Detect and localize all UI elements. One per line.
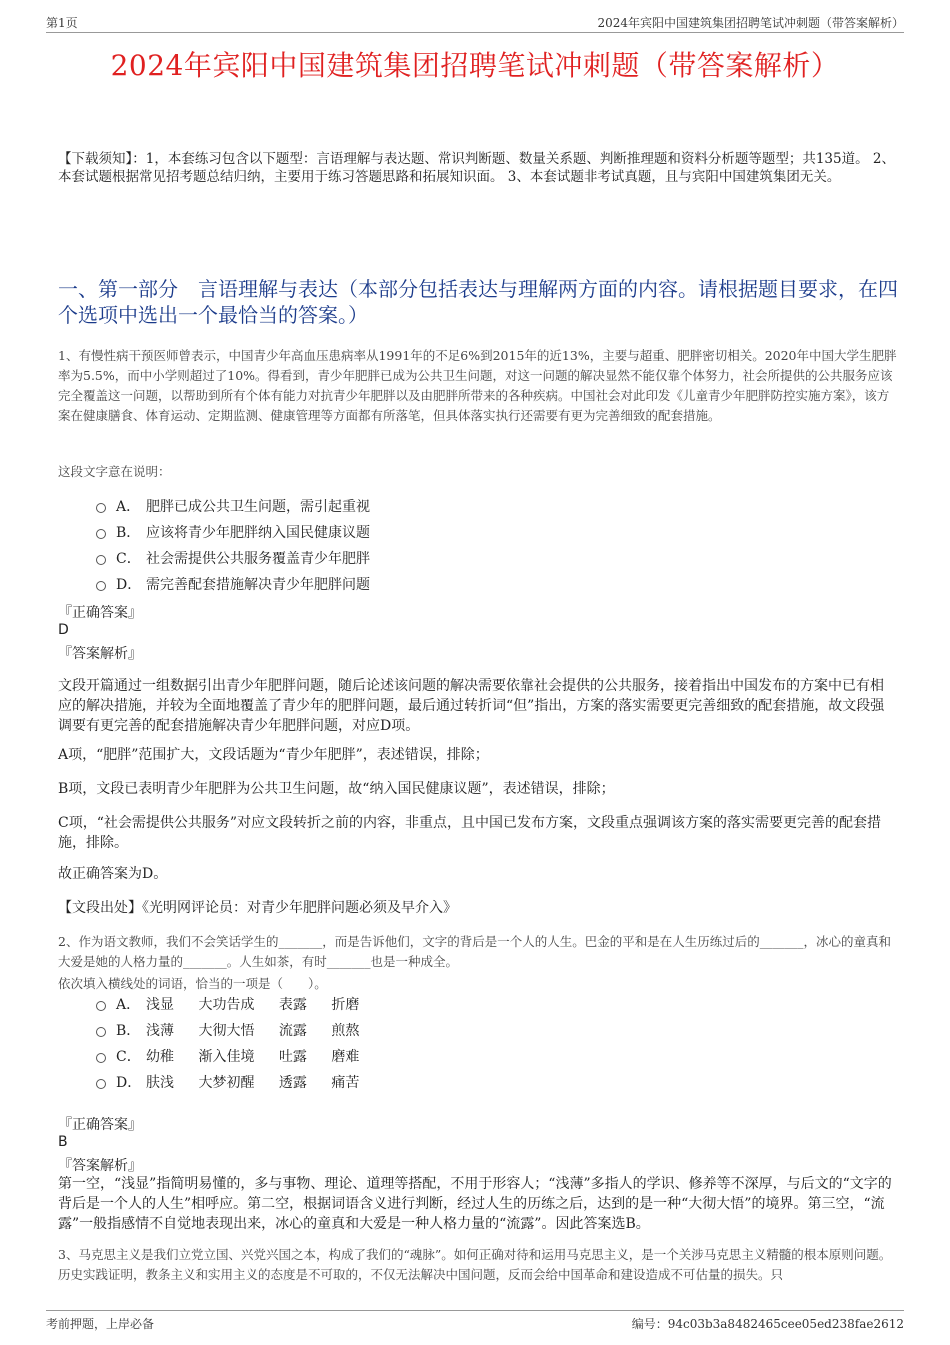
option-word: 折磨 <box>331 997 360 1013</box>
analysis-paragraph: 故正确答案为D。 <box>58 866 168 882</box>
option-word: 透露 <box>278 1075 307 1091</box>
document-title: 2024年宾阳中国建筑集团招聘笔试冲刺题（带答案解析） <box>110 49 840 82</box>
radio-icon[interactable] <box>96 581 106 591</box>
page-header <box>46 14 904 33</box>
option-text: 应该将青少年肥胖纳入国民健康议题 <box>146 525 370 541</box>
page-footer <box>46 1310 904 1331</box>
option-word: 煎熬 <box>331 1023 360 1039</box>
header-doc-title: 2024年宾阳中国建筑集团招聘笔试冲刺题（带答案解析） <box>597 16 904 30</box>
option-letter: A． <box>116 997 141 1013</box>
option-word: 幼稚 <box>146 1049 174 1065</box>
footer-slogan: 考前押题，上岸必备 <box>46 1317 155 1331</box>
answer-value: B <box>58 1134 68 1150</box>
option-text: 社会需提供公共服务覆盖青少年肥胖 <box>146 551 370 567</box>
source-citation: 【文段出处】《光明网评论员：对青少年肥胖问题必须及早介入》 <box>58 900 457 916</box>
radio-icon[interactable] <box>96 503 106 513</box>
analysis-paragraph: 文段开篇通过一组数据引出青少年肥胖问题，随后论述该问题的解决需要依靠社会提供的公共服务，接着指出中国发布的方案中已有相应的解决措施，并较为全面地覆盖了青少年的肥胖问题，最后通过转折词“但”指出，方案的落实需要更完善细致的配套措施，故文段强调要有更完善的配套措施解决青少年肥胖问题，对应D项。 <box>58 678 885 734</box>
radio-icon[interactable] <box>96 1027 106 1037</box>
answer-label: 『正确答案』 <box>58 1117 142 1133</box>
radio-icon[interactable] <box>96 555 106 565</box>
option-word: 磨难 <box>331 1049 360 1065</box>
question-2-options <box>96 991 379 1095</box>
question-3-text: 3、马克思主义是我们立党立国、兴党兴国之本，构成了我们的“魂脉”。如何正确对待和运用马克思主义，是一个关涉马克思主义精髓的根本原则问题。历史实践证明，教条主义和实用主义的态度是不可取的，不仅无法解决中国问题，反而会给中国革命和建设造成不可估量的损失。只 <box>58 1247 892 1282</box>
option-a[interactable] <box>96 493 370 519</box>
radio-icon[interactable] <box>96 1001 106 1011</box>
option-c[interactable] <box>96 545 370 571</box>
radio-icon[interactable] <box>96 1079 106 1089</box>
footer-serial: 编号：94c03b3a8482465cee05ed238fae2612 <box>631 1317 904 1331</box>
option-letter: A． <box>116 499 141 515</box>
radio-icon[interactable] <box>96 529 106 539</box>
option-letter: D． <box>116 577 142 593</box>
option-a[interactable] <box>96 991 379 1017</box>
option-word: 痛苦 <box>331 1075 360 1091</box>
option-d[interactable] <box>96 571 370 597</box>
option-letter: C． <box>116 551 141 567</box>
option-word: 流露 <box>278 1023 307 1039</box>
option-word: 大功告成 <box>198 997 255 1013</box>
option-letter: B． <box>116 525 141 541</box>
option-text: 肥胖已成公共卫生问题，需引起重视 <box>146 499 370 515</box>
question-2-text: 2、作为语文教师，我们不会笑话学生的_______，而是告诉他们，文字的背后是一个人的人生。巴金的平和是在人生历练过后的_______，冰心的童真和大爱是她的人格力量的_______。人生如茶，有时_______也是一种成全。 <box>58 934 891 969</box>
analysis-paragraph: C项，“社会需提供公共服务”对应文段转折之前的内容，非重点，且中国已发布方案，文段重点强调该方案的落实需要更完善的配套措施，排除。 <box>58 815 882 851</box>
download-notice: 【下载须知】：1，本套练习包含以下题型：言语理解与表达题、常识判断题、数量关系题、判断推理题和资料分析题等题型；共135道。 2、本套试题根据常见招考题总结归纳，主要用于练习答题思路和拓展知识面。 3、本套试题非考试真题，且与宾阳中国建筑集团无关。 <box>58 151 895 185</box>
question-2-prompt: 依次填入横线处的词语，恰当的一项是（ ）。 <box>58 976 327 991</box>
option-word: 浅薄 <box>146 1023 174 1039</box>
option-b[interactable] <box>96 1017 379 1043</box>
option-b[interactable] <box>96 519 370 545</box>
radio-icon[interactable] <box>96 1053 106 1063</box>
option-word: 吐露 <box>278 1049 307 1065</box>
question-1-text: 1、有慢性病干预医师曾表示，中国青少年高血压患病率从1991年的不足6%到2015年的近13%，主要与超重、肥胖密切相关。2020年中国大学生肥胖率为5.5%，而中小学则超过了10%。得看到，青少年肥胖已成为公共卫生问题，对这一问题的解决显然不能仅靠个体努力，社会所提供的公共服务应该完全覆盖这一问题，以帮助到所有个体有能力对抗青少年肥胖以及由肥胖所带来的各种疾病。中国社会对此印发《儿童青少年肥胖防控实施方案》，该方案在健康膳食、体育运动、定期监测、健康管理等方面都有所落笔，但具体落实执行还需要有更为完善细致的配套措施。 <box>58 348 897 423</box>
option-letter: D． <box>116 1075 142 1091</box>
option-word: 大彻大悟 <box>198 1023 255 1039</box>
option-letter: C． <box>116 1049 141 1065</box>
page-number: 第1页 <box>46 16 78 30</box>
section-title: 一、第一部分 言语理解与表达（本部分包括表达与理解两方面的内容。请根据题目要求，在四个选项中选出一个最恰当的答案。） <box>58 277 898 327</box>
option-word: 浅显 <box>146 997 174 1013</box>
analysis-label: 『答案解析』 <box>58 646 142 662</box>
option-d[interactable] <box>96 1069 379 1095</box>
question-1-options <box>96 493 370 597</box>
analysis-paragraph: B项，文段已表明青少年肥胖为公共卫生问题，故“纳入国民健康议题”，表述错误，排除； <box>58 781 615 797</box>
question-1-prompt: 这段文字意在说明： <box>58 464 171 479</box>
answer-label: 『正确答案』 <box>58 605 142 621</box>
analysis-paragraph: 第一空，“浅显”指简明易懂的，多与事物、理论、道理等搭配，不用于形容人；“浅薄”多指人的学识、修养等不深厚，与后文的“文字的背后是一个人的人生”相呼应。第二空，根据词语含义进行判断，经过人生的历练之后，达到的是一种“大彻大悟”的境界。第三空，“流露”一般指感情不自觉地表现出来，冰心的童真和大爱是一种人格力量的“流露”。因此答案选B。 <box>58 1176 892 1232</box>
analysis-paragraph: A项，“肥胖”范围扩大，文段话题为“青少年肥胖”，表述错误，排除； <box>58 747 489 763</box>
analysis-label: 『答案解析』 <box>58 1158 142 1174</box>
option-word: 肤浅 <box>146 1075 174 1091</box>
option-text: 需完善配套措施解决青少年肥胖问题 <box>146 577 370 593</box>
option-word: 大梦初醒 <box>198 1075 255 1091</box>
option-word: 表露 <box>278 997 307 1013</box>
option-word: 渐入佳境 <box>198 1049 255 1065</box>
option-c[interactable] <box>96 1043 379 1069</box>
answer-value: D <box>58 622 69 638</box>
option-letter: B． <box>116 1023 141 1039</box>
